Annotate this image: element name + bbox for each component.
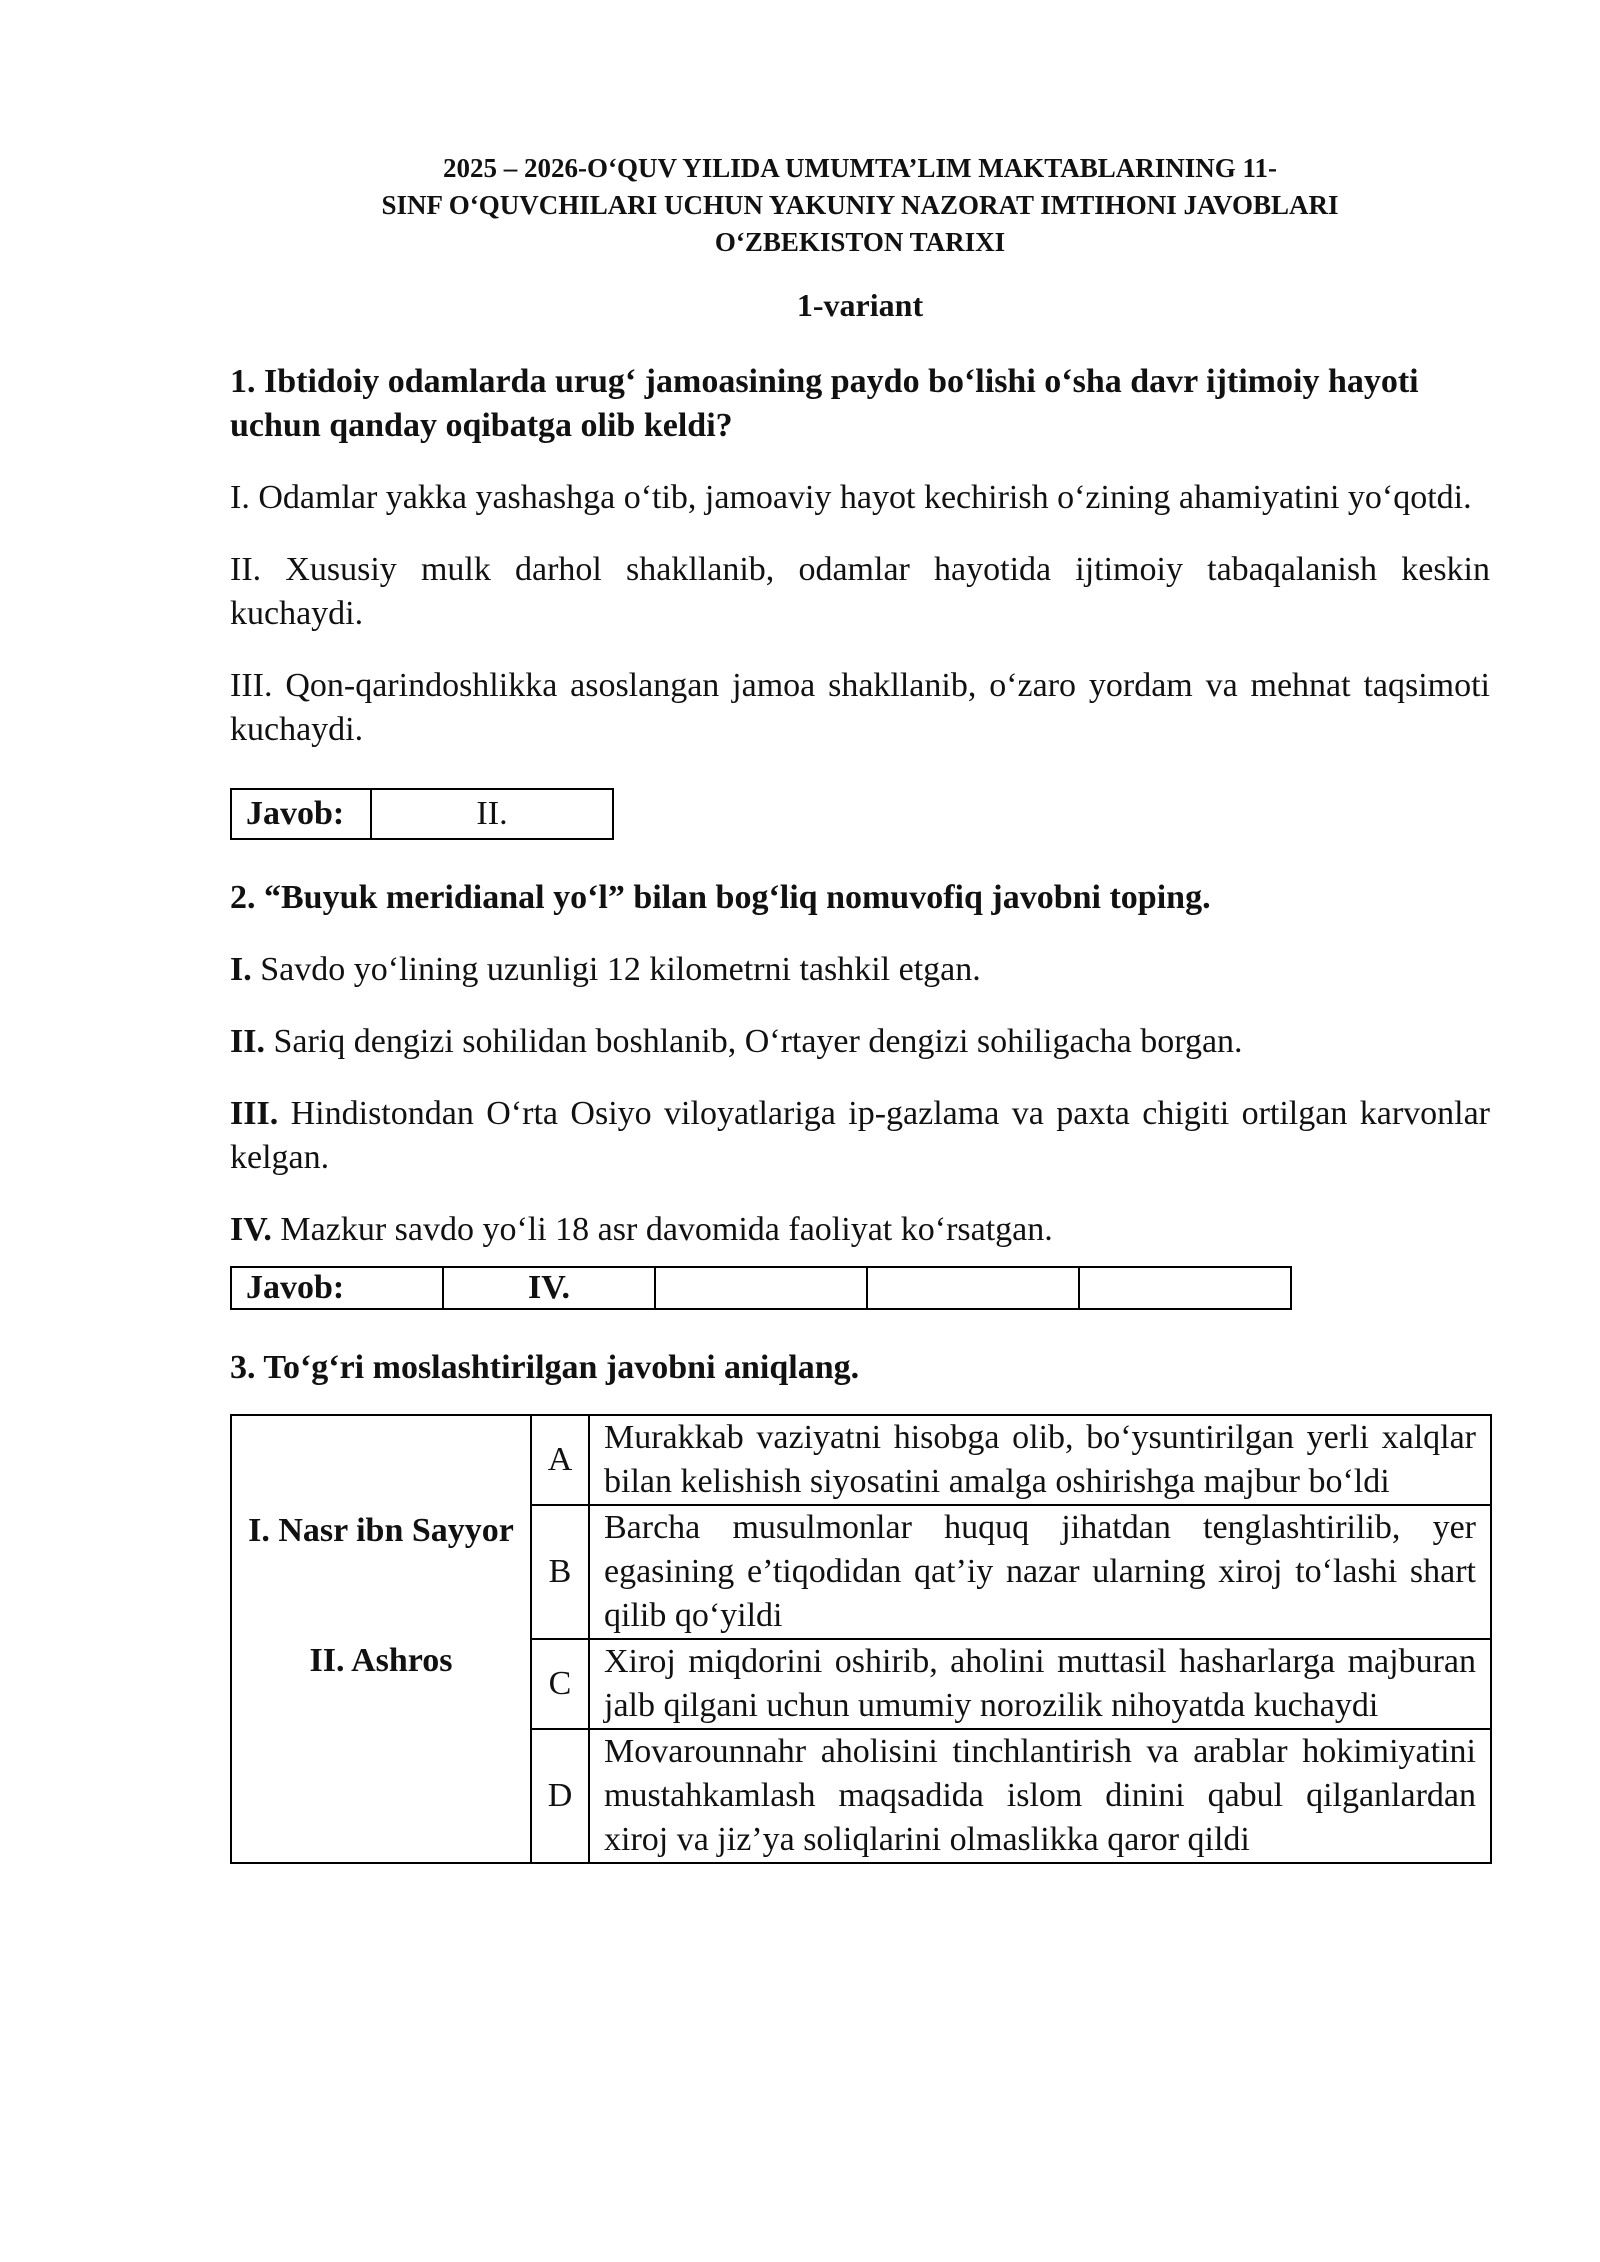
row-text: Murakkab vaziyatni hisobga olib, bo‘ysuntirilgan yerli xalqlar bilan kelishish siyosatini amalga oshirishga majbur bo‘ldi bbox=[589, 1415, 1491, 1505]
q2-option-3 bbox=[230, 1092, 1490, 1180]
row-text: Xiroj miqdorini oshirib, aholini muttasil hasharlarga majburan jalb qilgani uchun umumiy norozilik nihoyatda kuchaydi bbox=[589, 1639, 1491, 1729]
option-text: Mazkur savdo yo‘li 18 asr davomida faoliyat ko‘rsatgan. bbox=[280, 1211, 1053, 1248]
answer-label: Javob: bbox=[231, 1267, 443, 1309]
q2-option-2 bbox=[230, 1020, 1490, 1064]
option-number: II. bbox=[230, 1023, 265, 1060]
row-letter: B bbox=[531, 1505, 589, 1639]
q1-option-1 bbox=[230, 476, 1490, 520]
option-text: Savdo yo‘lining uzunligi 12 kilometrni tashkil etgan. bbox=[260, 951, 981, 988]
option-number: II. bbox=[230, 551, 262, 588]
document-header bbox=[230, 150, 1490, 261]
option-number: I. bbox=[230, 479, 250, 516]
q3-matching-table bbox=[230, 1414, 1492, 1864]
variant-title: 1-variant bbox=[796, 287, 924, 323]
answer-value: II. bbox=[371, 789, 613, 839]
option-number: IV. bbox=[230, 1211, 272, 1248]
header-line-2: SINF O‘QUVCHILARI UCHUN YAKUNIY NAZORAT IMTIHONI JAVOBLARI bbox=[381, 190, 1339, 220]
option-text: Xususiy mulk darhol shakllanib, odamlar hayotida ijtimoiy tabaqalanish keskin kuchaydi. bbox=[230, 551, 1490, 632]
q2-option-4 bbox=[230, 1208, 1490, 1252]
row-letter: A bbox=[531, 1415, 589, 1505]
answer-label: Javob: bbox=[231, 789, 371, 839]
row-text: Barcha musulmonlar huquq jihatdan tenglashtirilib, yer egasining e’tiqodidan qat’iy nazar ularning xiroj to‘lashi shart qilib qo‘yildi bbox=[589, 1505, 1491, 1639]
option-number: III. bbox=[230, 1095, 279, 1132]
answer-empty-cell bbox=[867, 1267, 1079, 1309]
question-2: 2. “Buyuk meridianal yo‘l” bilan bog‘liq nomuvofiq javobni toping. bbox=[230, 879, 1211, 916]
q2-option-1 bbox=[230, 948, 1490, 992]
row-letter: C bbox=[531, 1639, 589, 1729]
option-number: III. bbox=[230, 667, 273, 704]
answer-value: IV. bbox=[443, 1267, 655, 1309]
option-number: I. bbox=[230, 951, 252, 988]
q1-answer-table bbox=[230, 788, 614, 840]
option-text: Odamlar yakka yashashga o‘tib, jamoaviy hayot kechirish o‘zining ahamiyatini yo‘qotdi. bbox=[258, 479, 1472, 516]
row-text: Movarounnahr aholisini tinchlantirish va arablar hokimiyatini mustahkamlash maqsadida islom dinini qabul qilganlardan xiroj va jiz’ya soliqlarini olmaslikka qaror qildi bbox=[589, 1729, 1491, 1863]
header-line-1: 2025 – 2026-O‘QUV YILIDA UMUMTA’LIM MAKTABLARINING 11- bbox=[443, 153, 1277, 183]
answer-empty-cell bbox=[655, 1267, 867, 1309]
answer-empty-cell bbox=[1079, 1267, 1291, 1309]
question-3: 3. To‘g‘ri moslashtirilgan javobni aniqlang. bbox=[230, 1349, 860, 1386]
question-1: 1. Ibtidoiy odamlarda urug‘ jamoasining paydo bo‘lishi o‘sha davr ijtimoiy hayoti uchun qanday oqibatga olib keldi? bbox=[230, 363, 1419, 444]
q1-option-2 bbox=[230, 548, 1490, 636]
header-line-3: O‘ZBEKISTON TARIXI bbox=[714, 227, 1006, 257]
left-column bbox=[231, 1415, 531, 1863]
option-text: Sariq dengizi sohilidan boshlanib, O‘rtayer dengizi sohiligacha borgan. bbox=[273, 1023, 1243, 1060]
option-text: Qon-qarindoshlikka asoslangan jamoa shakllanib, o‘zaro yordam va mehnat taqsimoti kuchaydi. bbox=[230, 667, 1490, 748]
exam-page bbox=[230, 150, 1490, 1864]
table-row bbox=[231, 1415, 1491, 1505]
left-item-1: I. Nasr ibn Sayyor bbox=[248, 1512, 514, 1549]
row-letter: D bbox=[531, 1729, 589, 1863]
option-text: Hindistondan O‘rta Osiyo viloyatlariga ip-gazlama va paxta chigiti ortilgan karvonlar kelgan. bbox=[230, 1095, 1491, 1176]
q1-option-3 bbox=[230, 664, 1490, 752]
q2-answer-table bbox=[230, 1266, 1292, 1310]
left-item-2: II. Ashros bbox=[309, 1642, 453, 1679]
